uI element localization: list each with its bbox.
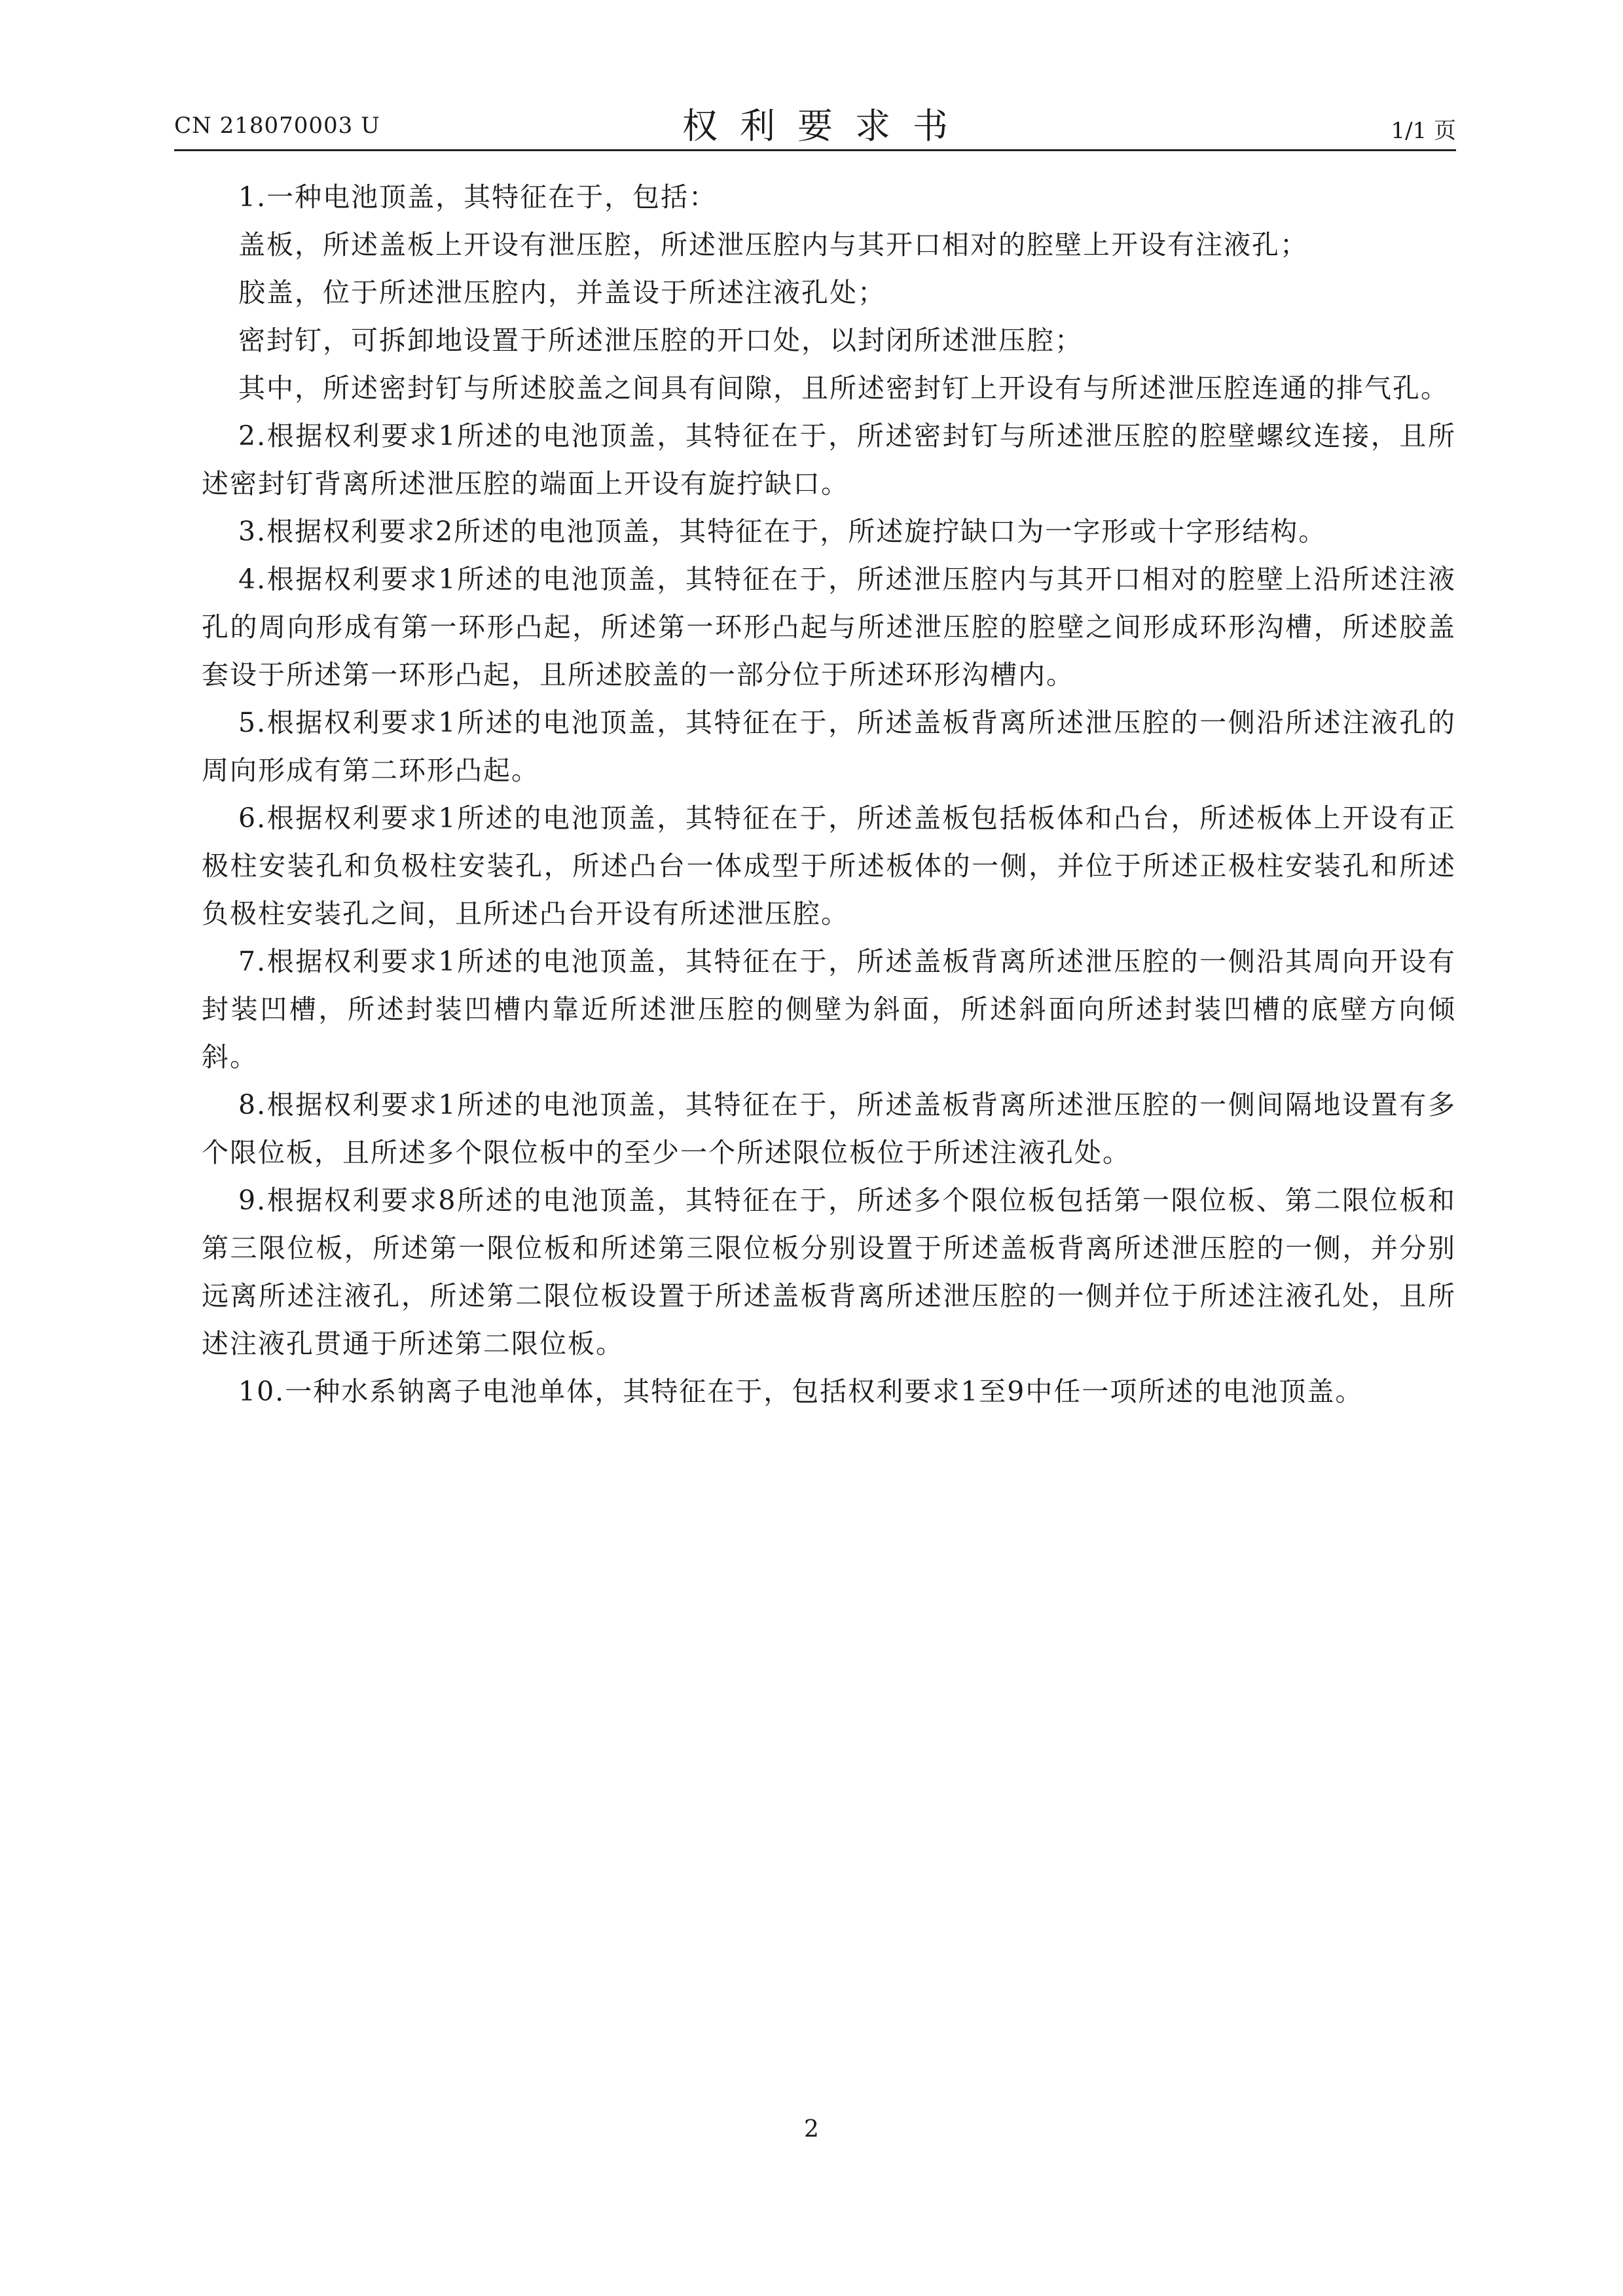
page-number: 2: [804, 2116, 819, 2143]
claim-paragraph: 7.根据权利要求1所述的电池顶盖，其特征在于，所述盖板背离所述泄压腔的一侧沿其周向开设有封装凹槽，所述封装凹槽内靠近所述泄压腔的侧壁为斜面，所述斜面向所述封装凹槽的底壁方向倾斜。: [202, 946, 1456, 1073]
claim-paragraph: 1.一种电池顶盖，其特征在于，包括：: [238, 181, 718, 213]
claim-paragraph: 6.根据权利要求1所述的电池顶盖，其特征在于，所述盖板包括板体和凸台，所述板体上开设有正极柱安装孔和负极柱安装孔，所述凸台一体成型于所述板体的一侧，并位于所述正极柱安装孔和所述负极柱安装孔之间，且所述凸台开设有所述泄压腔。: [202, 802, 1456, 929]
patent-number: CN 218070003 U: [174, 113, 380, 139]
claim-paragraph: 8.根据权利要求1所述的电池顶盖，其特征在于，所述盖板背离所述泄压腔的一侧间隔地设置有多个限位板，且所述多个限位板中的至少一个所述限位板位于所述注液孔处。: [202, 1089, 1456, 1168]
page-count: 1/1 页: [1391, 118, 1456, 144]
claim-paragraph: 密封钉，可拆卸地设置于所述泄压腔的开口处，以封闭所述泄压腔；: [238, 325, 1083, 356]
header-divider: [174, 149, 1456, 151]
page-header: [174, 98, 1456, 151]
claim-paragraph: 2.根据权利要求1所述的电池顶盖，其特征在于，所述密封钉与所述泄压腔的腔壁螺纹连接，且所述密封钉背离所述泄压腔的端面上开设有旋拧缺口。: [202, 420, 1456, 499]
claim-paragraph: 其中，所述密封钉与所述胶盖之间具有间隙，且所述密封钉上开设有与所述泄压腔连通的排气孔。: [238, 372, 1449, 404]
claim-paragraph: 10.一种水系钠离子电池单体，其特征在于，包括权利要求1至9中任一项所述的电池顶盖。: [238, 1376, 1364, 1407]
claims-body: [202, 173, 1456, 1416]
claim-paragraph: 3.根据权利要求2所述的电池顶盖，其特征在于，所述旋拧缺口为一字形或十字形结构。: [238, 516, 1327, 547]
claim-paragraph: 9.根据权利要求8所述的电池顶盖，其特征在于，所述多个限位板包括第一限位板、第二限位板和第三限位板，所述第一限位板和所述第三限位板分别设置于所述盖板背离所述泄压腔的一侧，并分别远离所述注液孔，所述第二限位板设置于所述盖板背离所述泄压腔的一侧并位于所述注液孔处，且所述注液孔贯通于所述第二限位板。: [202, 1185, 1456, 1359]
document-title: 权利要求书: [682, 105, 970, 147]
claim-paragraph: 5.根据权利要求1所述的电池顶盖，其特征在于，所述盖板背离所述泄压腔的一侧沿所述注液孔的周向形成有第二环形凸起。: [202, 707, 1456, 786]
claim-paragraph: 4.根据权利要求1所述的电池顶盖，其特征在于，所述泄压腔内与其开口相对的腔壁上沿所述注液孔的周向形成有第一环形凸起，所述第一环形凸起与所述泄压腔的腔壁之间形成环形沟槽，所述胶盖套设于所述第一环形凸起，且所述胶盖的一部分位于所述环形沟槽内。: [202, 564, 1456, 691]
claim-paragraph: 盖板，所述盖板上开设有泄压腔，所述泄压腔内与其开口相对的腔壁上开设有注液孔；: [238, 229, 1308, 260]
claim-paragraph: 胶盖，位于所述泄压腔内，并盖设于所述注液孔处；: [238, 277, 886, 308]
